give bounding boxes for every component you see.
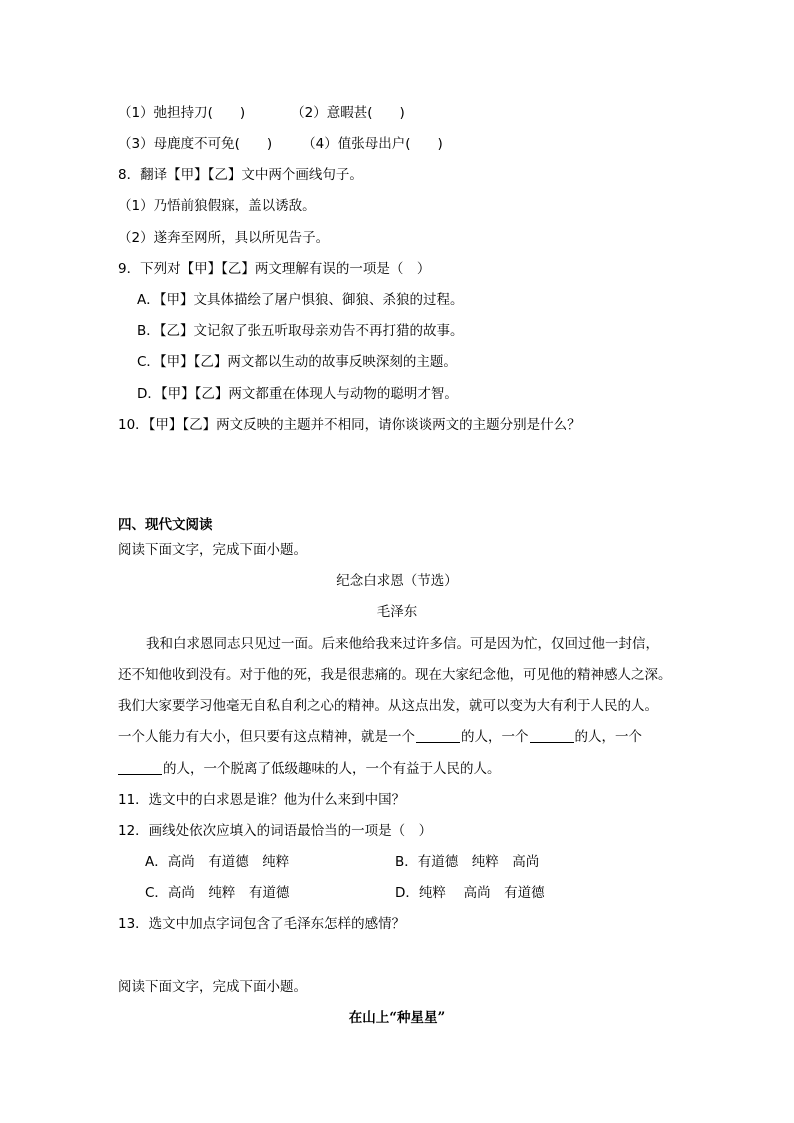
- article-para-line-4: 一个人能力有大小，但只要有这点精神，就是一个 的人，一个 的人，一个: [118, 729, 642, 745]
- q12-option-c: C．高尚 纯粹 有道德: [145, 885, 290, 901]
- reading-instruction-1: 阅读下面文字，完成下面小题。: [118, 542, 307, 558]
- q12-option-d: D．纯粹 高尚 有道德: [395, 885, 545, 901]
- q7-item-2: （2）意暇甚( ): [291, 105, 405, 121]
- section-heading: 四、现代文阅读: [118, 517, 213, 533]
- q13-question: 13．选文中加点字词包含了毛泽东怎样的感情？: [118, 916, 406, 932]
- q12-question: 12．画线处依次应填入的词语最恰当的一项是（ ）: [118, 823, 433, 839]
- q9-option-d: D．【甲】【乙】两文都重在体现人与动物的聪明才智。: [137, 386, 458, 402]
- fill-blank-1[interactable]: [416, 728, 460, 743]
- q9-option-c: C．【甲】【乙】两文都以生动的故事反映深刻的主题。: [137, 354, 457, 370]
- q7-item-1: （1）弛担持刀( ): [118, 105, 246, 121]
- q7-row-2: [118, 134, 443, 154]
- q8-sentence-2: （2）遂奔至网所，具以所见告子。: [118, 230, 330, 246]
- q11-question: 11．选文中的白求恩是谁？他为什么来到中国？: [118, 792, 406, 808]
- q9-question: 9．下列对【甲】【乙】两文理解有误的一项是（ ）: [118, 261, 431, 277]
- q12-option-b: B．有道德 纯粹 高尚: [395, 854, 540, 870]
- q9-option-b: B．【乙】文记叙了张五听取母亲劝告不再打猎的故事。: [137, 323, 464, 339]
- q10-question: 10．【甲】【乙】两文反映的主题并不相同，请你谈谈两文的主题分别是什么？: [118, 417, 581, 433]
- fill-blank-2[interactable]: [530, 728, 574, 743]
- article-title: 纪念白求恩（节选）: [336, 573, 458, 589]
- q12-option-a: A．高尚 有道德 纯粹: [145, 854, 290, 870]
- q8-sentence-1: （1）乃悟前狼假寐，盖以诱敌。: [118, 198, 316, 214]
- q7-row-1: [118, 103, 405, 123]
- article-para-line-2: 还不知他收到没有。对于他的死，我是很悲痛的。现在大家纪念他，可见他的精神感人之深。: [118, 667, 672, 683]
- reading-instruction-2: 阅读下面文字，完成下面小题。: [118, 979, 307, 995]
- article2-title: 在山上“种星星”: [348, 1010, 446, 1026]
- q7-item-4: （4）值张母出户( ): [302, 136, 443, 152]
- article-para-line-3: 我们大家要学习他毫无自私自利之心的精神。从这点出发，就可以变为大有利于人民的人。: [118, 698, 658, 714]
- article-para-line-1: 我和白求恩同志只见过一面。后来他给我来过许多信。可是因为忙，仅回过他一封信，: [146, 636, 659, 652]
- article-para-line-5: 的人，一个脱离了低级趣味的人，一个有益于人民的人。: [118, 759, 501, 779]
- q7-item-3: （3）母鹿度不可免( ): [118, 136, 273, 152]
- q12-options-row-2: [145, 883, 545, 903]
- q9-option-a: A．【甲】文具体描绘了屠户惧狼、御狼、杀狼的过程。: [137, 292, 464, 308]
- article-author: 毛泽东: [376, 604, 418, 620]
- q8-question: 8．翻译【甲】【乙】文中两个画线句子。: [118, 167, 363, 183]
- fill-blank-3[interactable]: [118, 760, 162, 775]
- q12-options-row-1: [145, 852, 539, 872]
